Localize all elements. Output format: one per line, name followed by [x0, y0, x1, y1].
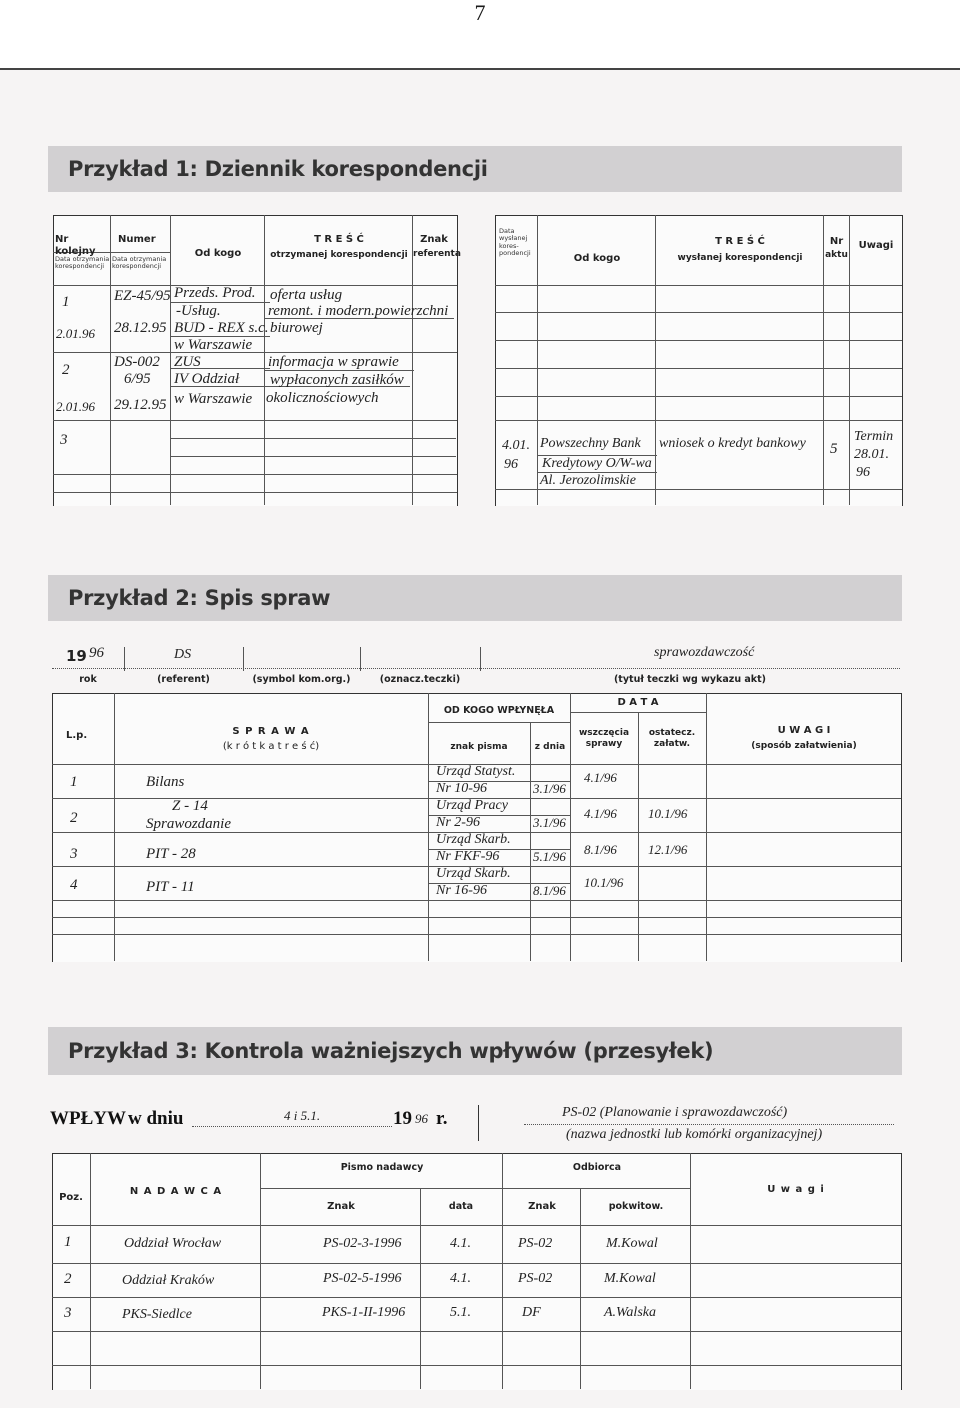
row-ref: PS-02-3-1996 [323, 1236, 402, 1251]
header-uwagi: U W A G I [777, 725, 831, 736]
row1-number-date: 28.12.95 [114, 320, 167, 336]
label-tytul: (tytuł teczki wg wykazu akt) [613, 674, 767, 685]
row-opened: 8.1/96 [584, 842, 617, 857]
field-divider [243, 647, 244, 671]
out-from-2: Kredytowy O/W-wa [542, 456, 652, 471]
row-recipient: DF [522, 1305, 541, 1320]
row1-number: EZ-45/95 [114, 288, 171, 304]
row2-from-3: w Warszawie [174, 391, 253, 407]
row3-nr: 3 [60, 432, 68, 448]
year-printed: 19 [66, 647, 87, 665]
row-divider [495, 396, 902, 397]
out-note-2: 28.01. [854, 447, 889, 462]
row-from: Urząd Skarb. [436, 832, 511, 847]
row2-number-1: DS-002 [114, 354, 160, 370]
col-divider [114, 693, 115, 961]
header-znak: Znak [420, 234, 448, 245]
row2-number-2: 6/95 [124, 371, 151, 387]
col-divider [420, 1188, 421, 1389]
row1-date: 2.01.96 [56, 326, 95, 341]
col-divider [655, 215, 656, 505]
header-wszczecia: wszczęcia sprawy [578, 728, 630, 749]
col-divider [849, 215, 850, 505]
row-divider [170, 456, 456, 457]
header-numer-sub: Data otrzymania korespondencji [112, 255, 167, 271]
wplyw-label: WPŁYW [50, 1108, 126, 1129]
header-pismo: Pismo nadawcy [340, 1162, 424, 1173]
row2-nr: 2 [62, 362, 70, 378]
col-divider [170, 215, 171, 505]
header-ostatecz: ostatecz. załatw. [648, 728, 696, 749]
row1-from-4: w Warszawie [174, 337, 253, 353]
col-divider [580, 1188, 581, 1389]
header-sprawa-sub: (k r ó t k a t r e ś ć) [222, 741, 320, 752]
row-divider [53, 474, 457, 475]
row-opened: 4.1/96 [584, 770, 617, 785]
row-ref: Nr 16-96 [436, 883, 487, 898]
row-case-2: Sprawozdanie [146, 816, 232, 832]
out-note-1: Termin [854, 429, 894, 444]
label-referent: (referent) [157, 674, 210, 685]
label-rok: rok [79, 674, 97, 685]
row1-from-3: BUD - REX s.c. [174, 320, 269, 336]
row-divider [52, 1331, 901, 1332]
header-znak-pisma: znak pisma [450, 742, 508, 752]
out-date-2: 96 [504, 457, 518, 472]
header-od-kogo: Od kogo [194, 248, 242, 259]
row-ref: PS-02-5-1996 [323, 1271, 402, 1286]
col-divider [428, 693, 429, 961]
row-closed: 12.1/96 [648, 842, 688, 857]
row-divider [53, 352, 457, 353]
row-lp: 2 [70, 810, 78, 826]
header-nr-kolejny: Nr kolejny [55, 234, 96, 257]
w-dniu-label: w dniu [128, 1108, 184, 1129]
header-od-kogo: Od kogo [573, 253, 621, 264]
header-data: data [448, 1201, 474, 1212]
col-divider [530, 722, 531, 961]
label-oznacz: (oznacz.teczki) [379, 674, 461, 685]
row-date: 4.1. [450, 1236, 471, 1251]
row-divider [52, 934, 901, 935]
header-divider [52, 1225, 901, 1226]
row-ref: PKS-1-II-1996 [322, 1305, 406, 1320]
row-divider [53, 420, 457, 421]
row1-content-3: biurowej [270, 320, 323, 336]
col-divider [90, 1153, 91, 1389]
label-symbol: (symbol kom.org.) [252, 674, 351, 685]
row-sender: Oddział Kraków [122, 1273, 215, 1288]
header-znak: Znak [327, 1201, 355, 1212]
date-handwritten: 4 i 5.1. [284, 1108, 321, 1123]
out-note-3: 96 [856, 465, 870, 480]
row-from: Urząd Pracy [436, 798, 508, 813]
row2-content-3: okolicznościowych [266, 390, 379, 406]
row-divider [170, 438, 456, 439]
row-opened: 4.1/96 [584, 806, 617, 821]
folder-title-handwritten: sprawozdawczość [654, 645, 755, 660]
header-znak-2: Znak [528, 1201, 556, 1212]
header-sprawa: S P R A W A [232, 726, 310, 737]
row1-content-2: remont. i modern.powierzchni [268, 303, 449, 319]
row-divider [495, 340, 902, 341]
header-odbiorca: Odbiorca [572, 1162, 622, 1173]
col-divider [264, 215, 265, 505]
row2-from-2: IV Oddział [174, 371, 240, 387]
row-receipt: A.Walska [604, 1305, 656, 1320]
col-divider [638, 712, 639, 961]
row-from: Urząd Statyst. [436, 764, 516, 779]
r-suffix: r. [436, 1108, 448, 1129]
col-divider [690, 1153, 691, 1389]
row-divider [495, 368, 902, 369]
header-subdivider [570, 712, 707, 713]
row1-content-1: oferta usług [270, 287, 343, 303]
unit-fill-line [524, 1124, 894, 1125]
row-from: Urząd Skarb. [436, 866, 511, 881]
col-divider [570, 693, 571, 961]
row-date: 5.1. [450, 1305, 471, 1320]
example-3-title: Przykład 3: Kontrola ważniejszych wpływów (przesyłek) [68, 1039, 714, 1063]
year-handwritten: 96 [89, 645, 104, 661]
row2-date: 2.01.96 [56, 399, 95, 414]
header-divider [478, 1105, 479, 1141]
row-divider [52, 917, 901, 918]
out-date-1: 4.01. [502, 438, 530, 453]
example-2-title-band [48, 575, 902, 621]
page-number: 7 [474, 0, 486, 25]
row-date: 3.1/96 [533, 815, 566, 830]
year-handwritten: 96 [415, 1111, 428, 1126]
row2-from-1: ZUS [174, 354, 201, 370]
out-from-1: Powszechny Bank [540, 436, 641, 451]
row-lp: 4 [70, 877, 78, 893]
row-divider [53, 492, 457, 493]
header-lp: L.p. [66, 730, 88, 741]
row1-from-1: Przeds. Prod. [174, 285, 256, 301]
header-uwagi: U w a g i [767, 1184, 825, 1195]
header-poz: Poz. [59, 1192, 83, 1203]
header-uwagi-sub: (sposób załatwienia) [751, 741, 857, 751]
row-sender: PKS-Siedlce [122, 1307, 192, 1322]
example-2-title: Przykład 2: Spis spraw [68, 586, 331, 610]
header-nr-sub: aktu [825, 250, 848, 260]
example-3-title-band [48, 1027, 902, 1075]
row-case: PIT - 28 [146, 846, 196, 862]
referent-handwritten: DS [174, 647, 192, 662]
header-data-wyslanej: Data wysłanej kores- pondencji [499, 227, 531, 258]
year-printed: 19 [393, 1108, 412, 1129]
row-ref: Nr 2-96 [436, 815, 480, 830]
row-divider [52, 1365, 901, 1366]
row-lp: 3 [70, 846, 78, 862]
unit-handwritten: PS-02 (Planowanie i sprawozdawczość) [562, 1105, 788, 1120]
header-data: D A T A [617, 697, 659, 708]
row-divider [52, 900, 901, 901]
out-content: wniosek o kredyt bankowy [659, 436, 806, 451]
header-od-kogo: OD KOGO WPŁYNĘŁA [443, 705, 555, 716]
row-case: Bilans [146, 774, 185, 790]
row-divider [495, 420, 902, 421]
header-subdivider [428, 722, 571, 723]
row-divider [52, 1297, 901, 1298]
row-divider [52, 1263, 901, 1264]
row1-nr: 1 [62, 294, 70, 310]
field-divider [480, 647, 481, 671]
dotted-fill-line [52, 668, 900, 669]
header-tresc-sub: wysłanej korespondencji [677, 253, 803, 263]
header-nr: Nr [829, 236, 844, 247]
row2-number-date: 29.12.95 [114, 397, 167, 413]
row2-content-2: wypłaconych zasiłków [270, 372, 404, 388]
row-receipt: M.Kowal [604, 1271, 656, 1286]
col-divider [706, 693, 707, 961]
row-date: 4.1. [450, 1271, 471, 1286]
row-opened: 10.1/96 [584, 875, 624, 890]
field-divider [360, 647, 361, 671]
header-z-dnia: z dnia [534, 742, 566, 752]
header-subdivider [260, 1188, 690, 1189]
example-1-title: Przykład 1: Dziennik korespondencji [68, 157, 488, 181]
row-date: 8.1/96 [533, 883, 566, 898]
row-poz: 1 [64, 1234, 72, 1250]
header-nr-sub: Data otrzymania korespondencji [55, 255, 110, 271]
example-1-title-band [48, 146, 902, 192]
field-divider [124, 647, 125, 671]
col-divider [537, 215, 538, 505]
row-ref: Nr FKF-96 [436, 849, 500, 864]
header-pokwit: pokwitow. [608, 1201, 664, 1212]
header-numer: Numer [118, 234, 156, 245]
row-date: 3.1/96 [533, 781, 566, 796]
header-uwagi: Uwagi [858, 240, 894, 251]
row-lp: 1 [70, 774, 78, 790]
row-poz: 3 [64, 1305, 72, 1321]
row2-content-1: informacja w sprawie [268, 354, 399, 370]
row-divider [495, 312, 902, 313]
header-nadawca: N A D A W C A [129, 1186, 223, 1197]
out-from-3: Al. Jerozolimskie [540, 473, 636, 488]
row-poz: 2 [64, 1271, 72, 1287]
row-date: 5.1/96 [533, 849, 566, 864]
header-divider [495, 285, 902, 286]
row-case: PIT - 11 [146, 879, 195, 895]
header-tresc: T R E Ś Ć [314, 234, 364, 245]
row-divider [495, 489, 902, 490]
header-tresc-sub: otrzymanej korespondencji [270, 250, 408, 260]
header-tresc: T R E Ś Ć [715, 236, 765, 247]
row1-from-2: -Usług. [176, 303, 221, 319]
row-recipient: PS-02 [518, 1271, 553, 1286]
row-recipient: PS-02 [518, 1236, 553, 1251]
date-fill-line [192, 1126, 392, 1127]
row-ref: Nr 10-96 [436, 781, 487, 796]
row-closed: 10.1/96 [648, 806, 688, 821]
row-receipt: M.Kowal [606, 1236, 658, 1251]
header-znak-sub: referenta [413, 249, 461, 259]
out-act-nr: 5 [830, 441, 838, 457]
unit-label: (nazwa jednostki lub komórki organizacyjnej) [566, 1127, 823, 1142]
row-case: Z - 14 [172, 798, 208, 814]
row-sender: Oddział Wrocław [124, 1236, 222, 1251]
